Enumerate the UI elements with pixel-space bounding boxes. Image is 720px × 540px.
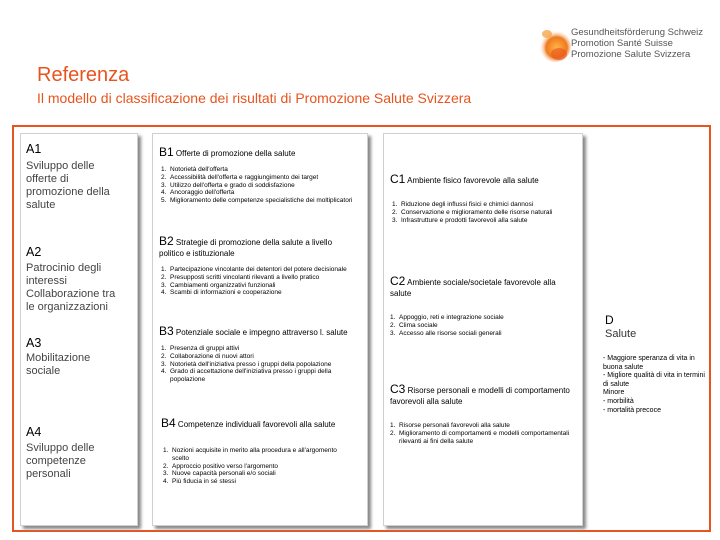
b3-title: Potenziale sociale e impegno attraverso l. salute — [175, 328, 348, 337]
list-item: 1. Notorietà dell'offerta — [161, 166, 228, 173]
b3-header — [159, 326, 364, 338]
a3-text: Mobilitazione sociale — [26, 352, 91, 377]
c3-header — [390, 384, 578, 407]
b1-code: B1 — [159, 145, 174, 159]
list-item: 4. Più fiducia in sé stessi — [163, 478, 236, 486]
list-item: 3. Infrastrutture e prodotti favorevoli alla salute — [392, 216, 528, 224]
c2-title: Ambiente sociale/societale favorevole alla salute — [390, 278, 556, 298]
list-item: 1. Risorse personali favorevoli alla salute — [390, 422, 510, 429]
list-item: - Maggiore speranza di vita in buona salute — [603, 355, 695, 371]
list-item: Minore — [603, 389, 625, 397]
list-item: 2. Conservazione e miglioramento delle risorse naturali — [392, 208, 553, 216]
b2-title: Strategie di promozione della salute a livello politico e istituzionale — [159, 238, 333, 258]
list-item: - morbilità — [603, 397, 634, 405]
c2-header — [390, 276, 578, 299]
list-item: 3. Accesso alle risorse sociali generali — [390, 329, 502, 337]
list-item: 2. Presupposti scritti vincolanti rilevanti a livello pratico — [161, 273, 320, 281]
b1-list — [161, 166, 361, 205]
d-title: Salute — [605, 328, 637, 340]
a4-code: A4 — [26, 425, 42, 439]
c2-list — [390, 314, 572, 337]
c1-header — [390, 174, 580, 186]
a2-text: Patrocinio degli interessi Collaborazione tra le organizzazioni — [26, 262, 116, 313]
page-title: Referenza — [37, 64, 130, 86]
b1-header — [159, 147, 359, 159]
b4-list — [163, 447, 353, 486]
logo-line-1: Gesundheitsförderung Schweiz — [571, 27, 704, 38]
c3-title: Risorse personali e modelli di comportamento favorevoli alla salute — [390, 386, 570, 406]
b1-title: Offerte di promozione della salute — [175, 149, 296, 158]
logo-flame-icon — [533, 24, 573, 64]
page-subtitle: Il modello di classificazione dei risultati di Promozione Salute Svizzera — [37, 90, 472, 106]
b2-code: B2 — [159, 234, 174, 248]
list-item: - mortalità precoce — [603, 406, 661, 414]
b3-code: B3 — [159, 324, 174, 338]
list-item: 3. Utilizzo dell'offerta e grado di soddisfazione — [161, 181, 295, 189]
c2-code: C2 — [390, 274, 406, 288]
logo-line-2: Promotion Santé Suisse — [571, 38, 673, 49]
list-item: 2. Clima sociale — [390, 321, 438, 329]
list-item: 3. Nuove capacità personali e/o sociali — [163, 470, 276, 478]
b2-list — [161, 266, 361, 297]
c1-list — [392, 201, 574, 224]
a4-text: Sviluppo delle competenze personali — [26, 442, 95, 480]
d-code: D — [605, 313, 614, 327]
list-item: 1. Appoggio, reti e integrazione sociale — [390, 314, 504, 321]
list-item: 1. Nozioni acquisite in merito alla procedura e all'argomento scelto — [163, 447, 337, 462]
list-item: 2. Collaborazione di nuovi attori — [161, 352, 254, 360]
c3-code: C3 — [390, 382, 406, 396]
b2-header — [159, 236, 354, 259]
a2-code: A2 — [26, 245, 42, 259]
list-item: 1. Partecipazione vincolante dei detentori del potere decisionale — [161, 266, 347, 273]
b4-title: Competenze individuali favorevoli alla salute — [177, 420, 336, 429]
list-item: 5. Miglioramento delle competenze specialistiche dei moltiplicatori — [161, 197, 353, 205]
c1-code: C1 — [390, 172, 406, 186]
c1-title: Ambiente fisico favorevole alla salute — [407, 176, 539, 185]
list-item: 3. Notorietà dell'iniziativa presso i gruppi della popolazione — [161, 360, 332, 368]
list-item: 2. Miglioramento di comportamenti e modelli comportamentali rilevanti ai fini della salute — [390, 429, 570, 445]
b3-list — [161, 345, 361, 384]
list-item: - Migliore qualità di vita in termini di salute — [603, 372, 705, 388]
logo-text — [571, 27, 703, 60]
a1-text: Sviluppo delle offerte di promozione della salute — [26, 160, 110, 211]
list-item: 1. Riduzione degli influssi fisici e chimici dannosi — [392, 201, 534, 208]
logo — [533, 22, 703, 70]
a1-code: A1 — [26, 142, 42, 156]
list-item: 1. Presenza di gruppi attivi — [161, 345, 240, 352]
b4-header — [161, 418, 351, 430]
a3-code: A3 — [26, 336, 42, 350]
d-list — [603, 355, 706, 415]
list-item: 2. Accessibilità dell'offerta e raggiungimento dei target — [161, 173, 319, 181]
logo-line-3: Promozione Salute Svizzera — [571, 49, 691, 60]
list-item: 4. Ancoraggio dell'offerta — [161, 189, 235, 197]
list-item: 4. Grado di accettazione dell'iniziativa presso i gruppi della popolazione — [161, 368, 332, 384]
list-item: 4. Scambi di informazioni e cooperazione — [161, 289, 282, 297]
list-item: 2. Approccio positivo verso l'argomento — [163, 462, 279, 470]
c3-list — [390, 422, 572, 445]
b4-code: B4 — [161, 416, 176, 430]
list-item: 3. Cambiamenti organizzativi funzionali — [161, 281, 276, 289]
